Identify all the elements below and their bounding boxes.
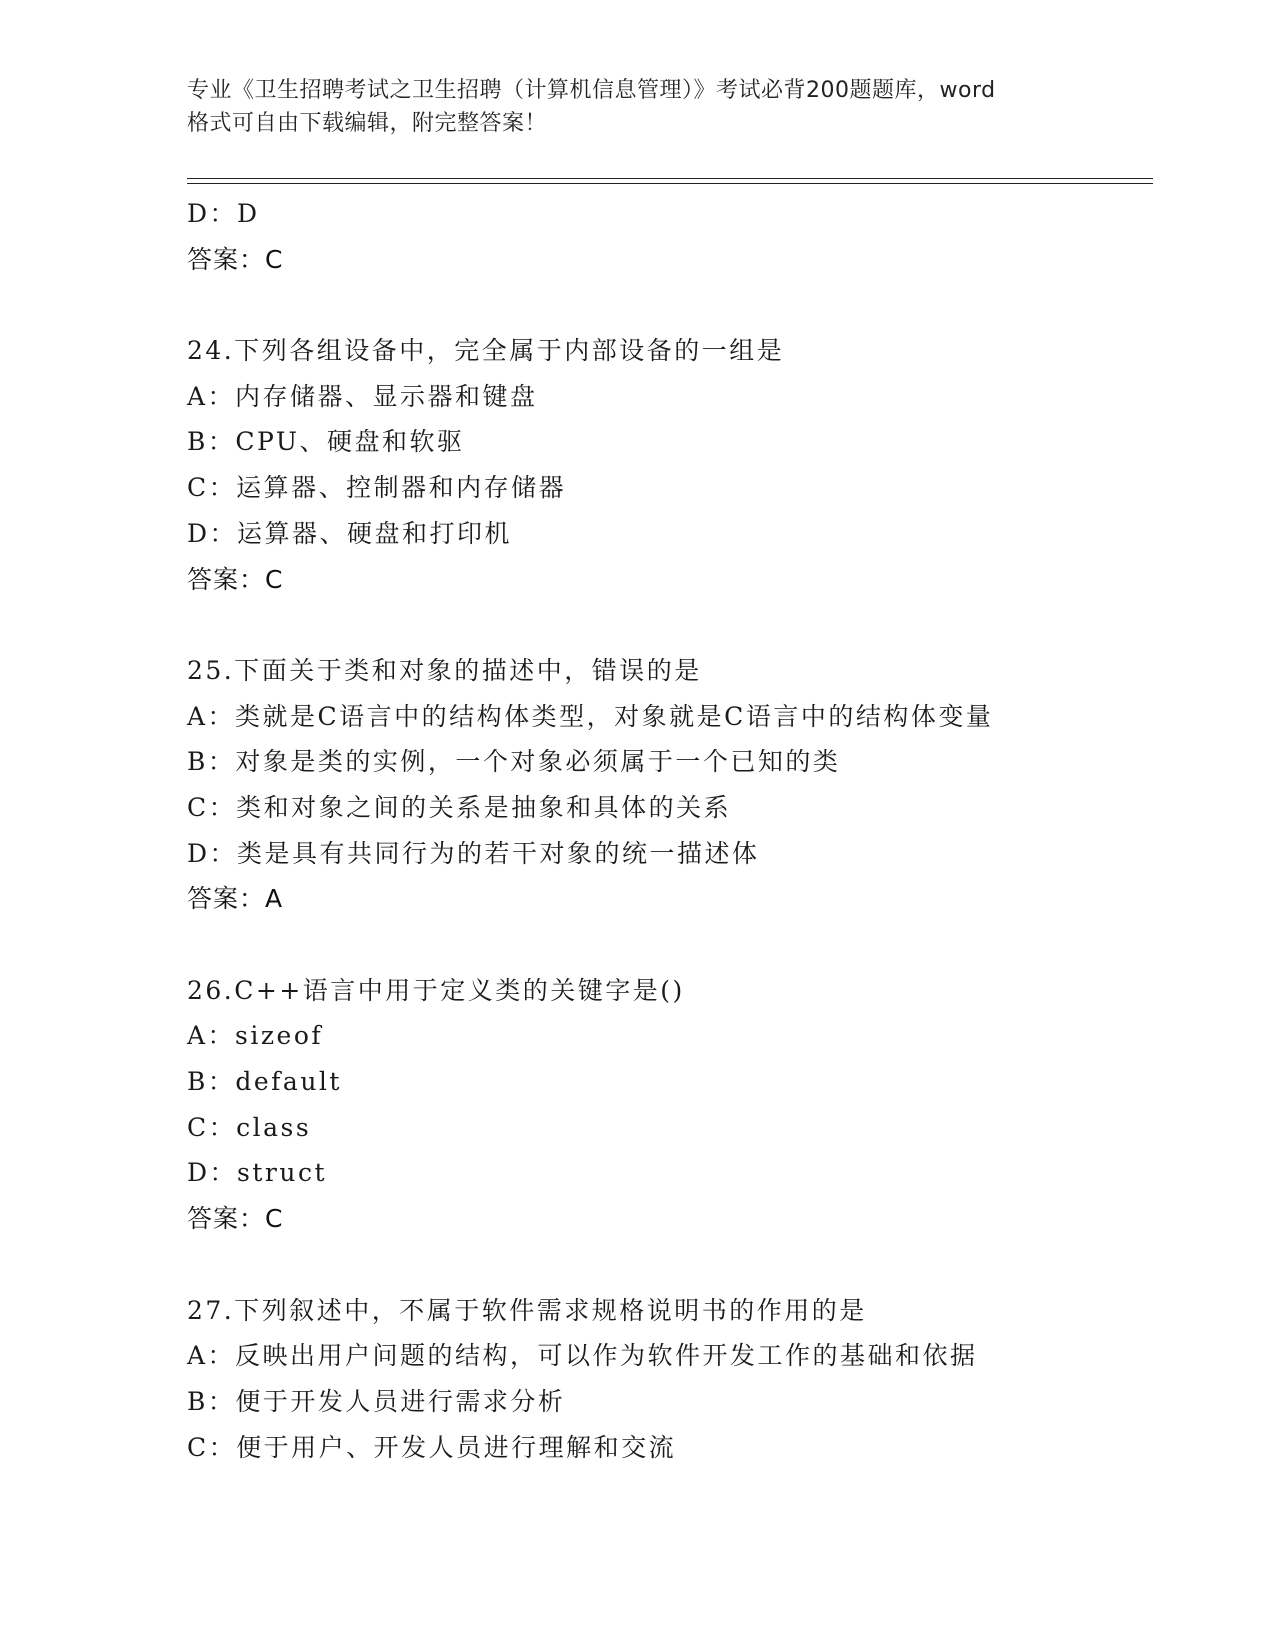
header-line-2: 格式可自由下载编辑，附完整答案！ bbox=[187, 111, 548, 136]
answer-line: 答案：C bbox=[187, 564, 284, 594]
answer-line: 答案：C bbox=[187, 1204, 284, 1234]
option-d: D：运算器、硬盘和打印机 bbox=[187, 518, 513, 548]
option-d: D：struct bbox=[187, 1158, 328, 1188]
option-b: B：便于开发人员进行需求分析 bbox=[187, 1386, 566, 1416]
question-24 bbox=[187, 328, 1187, 602]
answer-line: 答案：C bbox=[187, 244, 284, 274]
question-stem: 25.下面关于类和对象的描述中，错误的是 bbox=[187, 655, 702, 685]
question-27 bbox=[187, 1288, 1187, 1471]
answer-line: 答案：A bbox=[187, 884, 284, 914]
question-26 bbox=[187, 968, 1187, 1242]
header-divider-bottom bbox=[187, 183, 1153, 184]
question-25 bbox=[187, 648, 1187, 922]
header-divider-top bbox=[187, 178, 1153, 179]
option-a: A：sizeof bbox=[187, 1021, 324, 1051]
question-stem: 26.C++语言中用于定义类的关键字是() bbox=[187, 975, 685, 1005]
option-b: B：CPU、硬盘和软驱 bbox=[187, 427, 465, 457]
option-c: C：运算器、控制器和内存储器 bbox=[187, 473, 567, 503]
option-c: C：便于用户、开发人员进行理解和交流 bbox=[187, 1432, 677, 1462]
option-a: A：内存储器、显示器和键盘 bbox=[187, 381, 538, 411]
header-line-1: 专业《卫生招聘考试之卫生招聘（计算机信息管理）》考试必背200题题库，word bbox=[187, 78, 996, 103]
option-d: D：D bbox=[187, 199, 260, 228]
option-d: D：类是具有共同行为的若干对象的统一描述体 bbox=[187, 838, 760, 868]
option-a: A：反映出用户问题的结构，可以作为软件开发工作的基础和依据 bbox=[187, 1341, 978, 1371]
question-stem: 24.下列各组设备中，完全属于内部设备的一组是 bbox=[187, 336, 785, 366]
option-b: B：对象是类的实例，一个对象必须属于一个已知的类 bbox=[187, 747, 841, 777]
question-23-tail bbox=[187, 191, 1187, 282]
option-b: B：default bbox=[187, 1067, 342, 1097]
document-header bbox=[187, 74, 1087, 140]
question-list bbox=[187, 191, 1187, 1470]
question-stem: 27.下列叙述中，不属于软件需求规格说明书的作用的是 bbox=[187, 1295, 867, 1325]
option-a: A：类就是C语言中的结构体类型，对象就是C语言中的结构体变量 bbox=[187, 701, 994, 731]
option-c: C：类和对象之间的关系是抽象和具体的关系 bbox=[187, 792, 732, 822]
option-c: C：class bbox=[187, 1112, 312, 1142]
